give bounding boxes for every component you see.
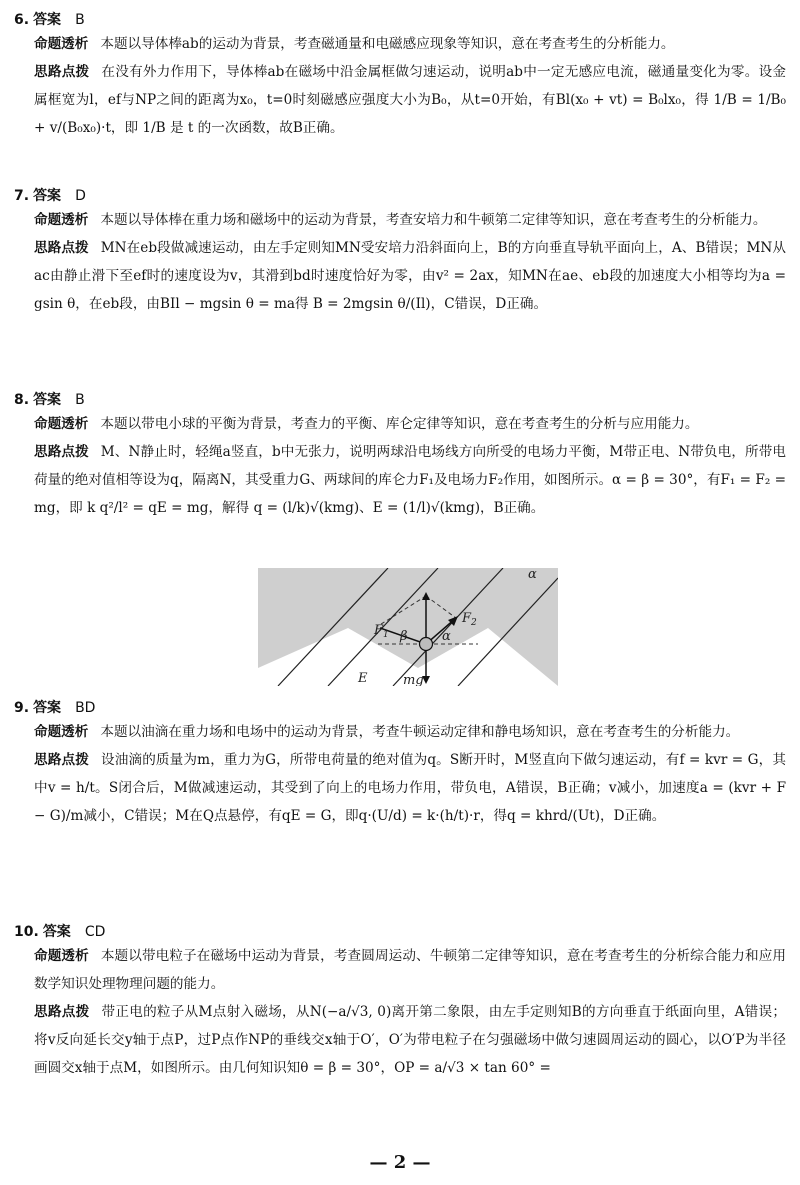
q8-force-diagram-svg (258, 568, 558, 686)
q8-solution-label: 思路点拨 (34, 444, 89, 460)
q8-label-alpha: α (442, 629, 451, 644)
q7-answer-label: 答案 (33, 188, 62, 204)
q8-label-f2: $F_2$ (462, 611, 477, 628)
question-6 (14, 10, 786, 142)
question-9 (14, 698, 786, 830)
q8-label-e: E (358, 671, 368, 686)
page-number: — 2 — (369, 1152, 431, 1173)
q9-solution-text: 设油滴的质量为m，重力为G，所带电荷量的绝对值为q。S断开时，M竖直向下做匀速运动，有f = kvr = G，其中v = h/t。S闭合后，M做减速运动，其受到了向上的电场力作用，带负电，A错误，B正确；v减小，加速度a = (kvr + F − G)/m减小，C错误；M在Q点悬停，有qE = G，即q·(U/d) = k·(h/t)·r，得q = khrd/(Ut)，D正确。 (34, 752, 786, 824)
q6-number: 6. (14, 12, 30, 28)
q10-analysis-text: 本题以带电粒子在磁场中运动为背景，考查圆周运动、牛顿第二定律等知识，意在考查考生的分析综合能力和应用数学知识处理物理问题的能力。 (34, 948, 787, 992)
q8-number: 8. (14, 392, 30, 408)
question-7 (14, 186, 786, 318)
q7-solution-label: 思路点拨 (34, 240, 89, 256)
q6-solution (34, 58, 786, 142)
q8-analysis (34, 410, 786, 438)
q9-analysis (34, 718, 786, 746)
q9-solution-label: 思路点拨 (34, 752, 89, 768)
q6-answer: B (75, 12, 85, 28)
q7-solution-text: MN在eb段做减速运动，由左手定则知MN受安培力沿斜面向上，B的方向垂直导轨平面向上，A、B错误；MN从ac由静止滑下至ef时的速度设为v，其滑到bd时速度恰好为零，由v² = 2ax，知MN在ae、eb段的加速度大小相等均为a = gsin θ，在eb段，由BIl − mgsin θ = ma得 B = 2mgsin θ/(Il)，C错误，D正确。 (34, 240, 786, 312)
q8-solution (34, 438, 786, 522)
q7-analysis (34, 206, 786, 234)
question-8 (14, 390, 786, 522)
q7-answer: D (75, 188, 86, 204)
q10-number: 10. (14, 924, 39, 940)
q7-analysis-text: 本题以导体棒在重力场和磁场中的运动为背景，考查安培力和牛顿第二定律等知识，意在考查考生的分析能力。 (100, 212, 767, 228)
q6-header (14, 10, 786, 30)
q7-number: 7. (14, 188, 30, 204)
q9-analysis-label: 命题透析 (34, 724, 89, 740)
q8-force-diagram (258, 568, 558, 686)
q10-analysis-label: 命题透析 (34, 948, 89, 964)
q6-solution-text: 在没有外力作用下，导体棒ab在磁场中沿金属框做匀速运动，说明ab中一定无感应电流，磁通量变化为零。设金属框宽为l，ef与NP之间的距离为x₀，t=0时刻磁感应强度大小为B₀，从t=0开始，有Bl(x₀ + vt) = B₀lx₀，得 1/B = 1/B₀ + v/(B₀x₀)·t，即 1/B 是 t 的一次函数，故B正确。 (34, 64, 787, 136)
q8-analysis-label: 命题透析 (34, 416, 89, 432)
q8-solution-text: M、N静止时，轻绳a竖直，b中无张力，说明两球沿电场线方向所受的电场力平衡，M带正电、N带负电，所带电荷量的绝对值相等设为q，隔离N，其受重力G、两球间的库仑力F₁及电场力F₂作用，如图所示。α = β = 30°，有F₁ = F₂ = mg，即 k q²/l² = qE = mg，解得 q = (l/k)√(kmg)、E = (1/l)√(kmg)，B正确。 (34, 444, 786, 516)
q8-label-beta: β (400, 629, 408, 644)
q8-label-f1: $F_1$ (374, 623, 389, 640)
q10-answer-label: 答案 (42, 924, 71, 940)
q8-ball-n (420, 638, 433, 651)
q6-analysis-text: 本题以导体棒ab的运动为背景，考查磁通量和电磁感应现象等知识，意在考查考生的分析能力。 (100, 36, 675, 52)
q8-answer-label: 答案 (33, 392, 62, 408)
q8-analysis-text: 本题以带电小球的平衡为背景，考查力的平衡、库仑定律等知识，意在考查考生的分析与应用能力。 (100, 416, 699, 432)
q8-header (14, 390, 786, 410)
q9-number: 9. (14, 700, 30, 716)
q9-analysis-text: 本题以油滴在重力场和电场中的运动为背景，考查牛顿运动定律和静电场知识，意在考查考生的分析能力。 (100, 724, 740, 740)
q10-answer: CD (84, 924, 106, 940)
q6-solution-label: 思路点拨 (34, 64, 90, 80)
q9-header (14, 698, 786, 718)
q7-analysis-label: 命题透析 (34, 212, 89, 228)
q10-solution (34, 998, 786, 1082)
q9-answer: BD (75, 700, 96, 716)
q10-solution-label: 思路点拨 (34, 1004, 90, 1020)
q7-header (14, 186, 786, 206)
q8-label-alpha-top: α (528, 568, 537, 582)
q7-solution (34, 234, 786, 318)
q10-header (14, 922, 786, 942)
q9-answer-label: 答案 (33, 700, 62, 716)
q10-solution-text: 带正电的粒子从M点射入磁场，从N(−a/√3, 0)离开第二象限，由左手定则知B的方向垂直于纸面向里，A错误；将v反向延长交y轴于点P，过P点作NP的垂线交x轴于O′，O′为带电粒子在匀强磁场中做匀速圆周运动的圆心，以O′P为半径画圆交x轴于点M，如图所示。由几何知识知θ = β = 30°，OP = a/√3 × tan 60° = (34, 1004, 786, 1076)
q6-analysis (34, 30, 786, 58)
q8-answer: B (75, 392, 85, 408)
q8-label-mg: mg (403, 673, 424, 686)
q6-answer-label: 答案 (33, 12, 62, 28)
q10-analysis (34, 942, 786, 998)
q9-solution (34, 746, 786, 830)
question-10 (14, 922, 786, 1082)
q6-analysis-label: 命题透析 (34, 36, 89, 52)
